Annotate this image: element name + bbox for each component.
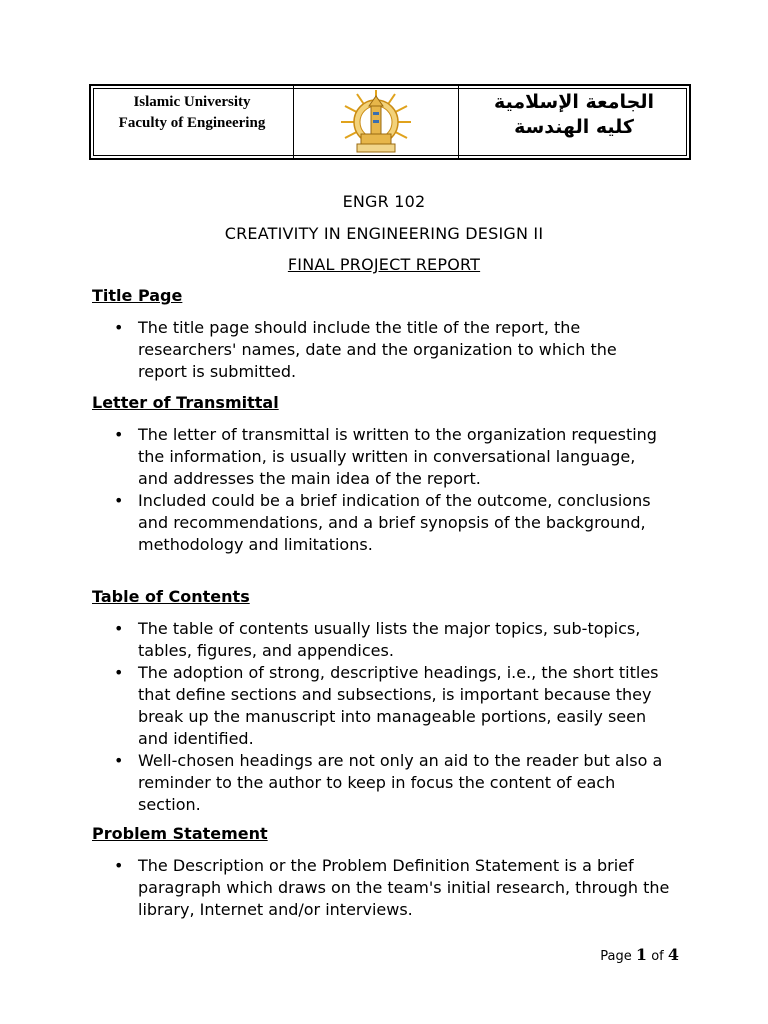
university-seal-icon	[339, 88, 413, 156]
page-label: Page	[600, 949, 632, 964]
list-item: • The title page should include the title of the report, the researchers' names, date and the organization to which the report is submitted.	[110, 317, 670, 383]
list-item: • The Description or the Problem Definition Statement is a brief paragraph which draws on the team's initial research, through the library, Internet and/or interviews.	[110, 855, 670, 921]
section-heading-title-page: Title Page	[92, 286, 183, 305]
list-item: • Included could be a brief indication of the outcome, conclusions and recommendations, and a brief synopsis of the background, methodology and limitations.	[110, 490, 670, 556]
course-title: CREATIVITY IN ENGINEERING DESIGN II	[224, 224, 544, 243]
arabic-faculty-name: كليه الهندسة	[514, 116, 634, 138]
of-label: of	[651, 949, 664, 964]
arabic-university-name: الجامعة الإسلامية	[494, 91, 654, 113]
section-heading-problem-statement: Problem Statement	[92, 824, 268, 843]
university-name: Islamic University	[133, 94, 251, 110]
faculty-name: Faculty of Engineering	[118, 115, 266, 131]
page-number-footer	[600, 945, 679, 964]
header-logo-cell	[294, 86, 459, 158]
current-page-number: 1	[635, 945, 648, 964]
letter-of-transmittal-list	[110, 424, 670, 556]
header-arabic-cell	[459, 86, 689, 158]
header-table	[89, 84, 691, 160]
table-of-contents-list	[110, 618, 670, 816]
section-heading-letter-of-transmittal: Letter of Transmittal	[92, 393, 279, 412]
report-title: FINAL PROJECT REPORT	[287, 255, 481, 274]
course-code: ENGR 102	[342, 192, 426, 211]
list-item: • The table of contents usually lists the major topics, sub-topics, tables, figures, and appendices.	[110, 618, 670, 662]
list-item: • The letter of transmittal is written to the organization requesting the information, is usually written in conversational language, and addresses the main idea of the report.	[110, 424, 670, 490]
problem-statement-list	[110, 855, 670, 921]
total-page-count: 4	[667, 945, 679, 964]
section-heading-table-of-contents: Table of Contents	[92, 587, 250, 606]
title-page-list	[110, 317, 670, 383]
list-item: • The adoption of strong, descriptive headings, i.e., the short titles that define sections and subsections, is important because they break up the manuscript into manageable portions, easily seen and identified.	[110, 662, 670, 750]
header-english-cell	[91, 86, 294, 158]
list-item: • Well-chosen headings are not only an aid to the reader but also a reminder to the author to keep in focus the content of each section.	[110, 750, 670, 816]
